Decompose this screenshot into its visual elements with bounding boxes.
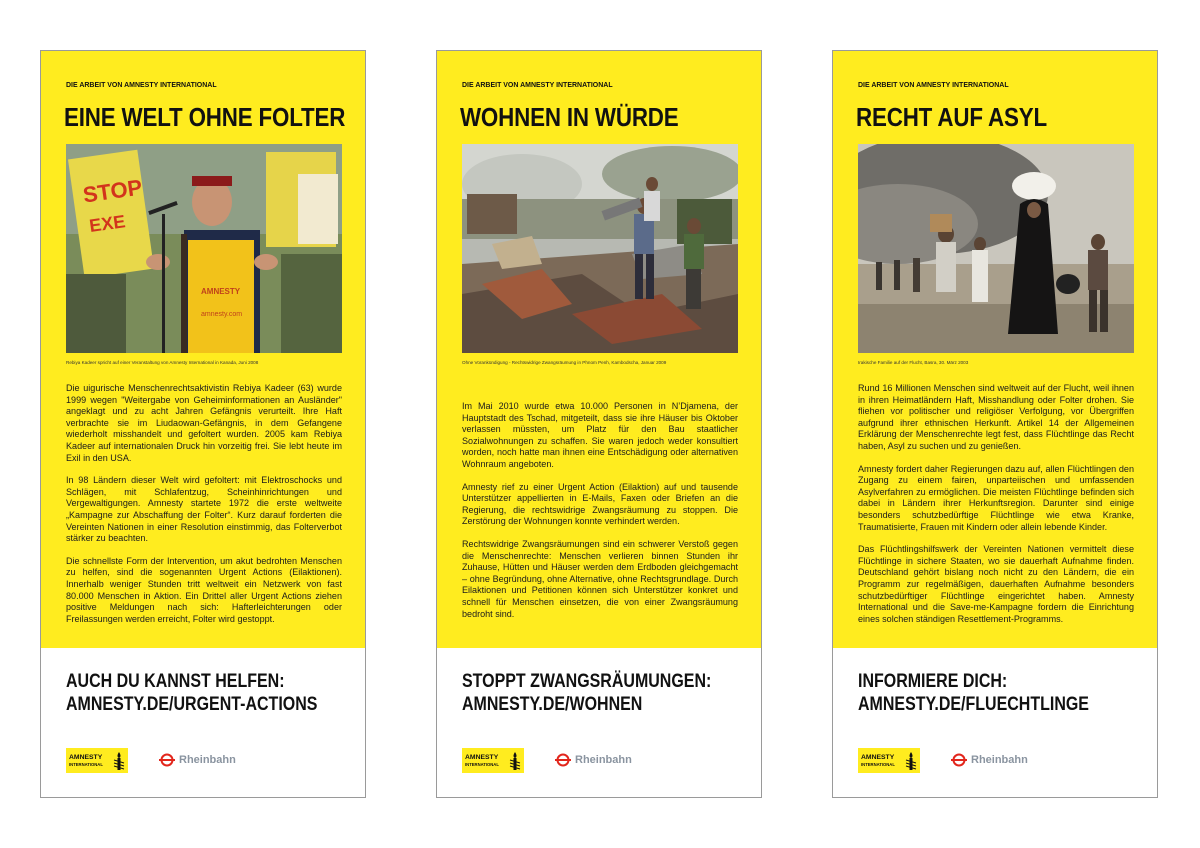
rheinbahn-swirl-icon — [554, 753, 572, 767]
cta-link[interactable]: AMNESTY.DE/FLUECHTLINGE — [858, 693, 1089, 715]
rheinbahn-logo — [158, 753, 236, 767]
logo-international-word: INTERNATIONAL — [465, 761, 499, 767]
cta-line1: AUCH DU KANNST HELFEN: — [66, 670, 285, 692]
paragraph: Die uigurische Menschenrechtsaktivistin Rebiya Kadeer (63) wurde 1999 wegen "Weitergabe von Geheiminformationen an Ausländer" angeklagt und zu acht Jahren Gefängnis verurteilt. Ihre Haft verbrachte sie im Liudaowan-Gefängnis, in dem Gefangene wiederholt misshandelt und gefoltert wurden. 2005 kam Rebiya Kadeer auf internationalen Druck hin vorzeitig frei. Sie lebt heute im Exil in den USA. — [66, 383, 342, 463]
logo-amnesty-word: AMNESTY — [861, 753, 895, 761]
svg-text:amnesty.com: amnesty.com — [201, 311, 243, 318]
kicker: DIE ARBEIT VON AMNESTY INTERNATIONAL — [462, 80, 613, 89]
rheinbahn-swirl-icon — [158, 753, 176, 767]
cta-link[interactable]: AMNESTY.DE/URGENT-ACTIONS — [66, 693, 318, 715]
paragraph: Die schnellste Form der Intervention, um akut bedrohten Menschen zu helfen, sind die sogenannten Urgent Actions (Eilaktionen). Innerhalb weniger Stunden tritt weltweit ein Netzwerk von fast 80.000 Menschen in Aktion. Ein Drittel aller Urgent Actions ziehen positive Meldungen nach sich: Hafterleichterungen oder Freilassungen werden erreicht, Folter wird gestoppt. — [66, 555, 342, 624]
paragraph: Rechtswidrige Zwangsräumungen sind ein schwerer Verstoß gegen die Menschenrechte: Menschen verlieren binnen Stunden ihr Zuhause, Hütten und Häuser werden dem Erdboden gleichgemacht – ohne Begründung, ohne Alternative, ohne Rechtsgrundlage. Durch Eilaktionen und Petitionen können sich Unterstützer konkret und schnell für Menschen einsetzen, die von einer Zwangsräumung bedroht sind. — [462, 538, 738, 619]
rheinbahn-wordmark: Rheinbahn — [575, 754, 632, 766]
cta-line1: INFORMIERE DICH: — [858, 670, 1008, 692]
headline: WOHNEN IN WÜRDE — [460, 102, 679, 132]
rheinbahn-swirl-icon — [950, 753, 968, 767]
photo-caption: Irakische Familie auf der Flucht, Basra, 30. März 2003 — [858, 360, 969, 365]
logo-amnesty-word: AMNESTY — [69, 753, 103, 761]
body-text — [66, 383, 342, 636]
paragraph: In 98 Ländern dieser Welt wird gefoltert: mit Elektroschocks und Schlägen, mit Schlafentzug, Scheinhinrichtungen und Vergewaltigungen. Amnesty startete 1972 die erste weltweite „Kampagne zur Abschaffung der Folter“. Kurz darauf forderten die Vereinten Nationen in einer Resolution einstimmig, das Folterverbot stärker zu beachten. — [66, 475, 342, 544]
kicker: DIE ARBEIT VON AMNESTY INTERNATIONAL — [858, 80, 1009, 89]
kicker: DIE ARBEIT VON AMNESTY INTERNATIONAL — [66, 80, 217, 89]
rheinbahn-wordmark: Rheinbahn — [179, 754, 236, 766]
call-to-action — [462, 670, 711, 716]
headline: EINE WELT OHNE FOLTER — [64, 102, 346, 132]
poster-housing — [436, 50, 762, 798]
svg-text:STOP: STOP — [81, 174, 144, 208]
candle-barbed-wire-icon — [905, 751, 917, 771]
body-text — [462, 401, 738, 631]
photo-refugees — [858, 144, 1134, 353]
paragraph: Amnesty fordert daher Regierungen dazu auf, allen Flüchtlingen den Zugang zu einem fairen, unparteiischen und umfassenden Asylverfahren zu ermöglichen. Die meisten Flüchtlinge befinden sich dabei in Ländern ihrer Herkunftsregion. Darunter sind einige besonders schutzbedürftige Flüchtlinge wie etwa Kranke, Traumatisierte, Frauen mit Kindern oder allein lebende Kinder. — [858, 463, 1134, 532]
paragraph: Rund 16 Millionen Menschen sind weltweit auf der Flucht, weil ihnen in ihren Heimatländern Haft, Misshandlung oder Folter drohen. Sie fliehen vor politischer und religiöser Verfolgung, vor Übergriffen aufgrund ihrer ethnischen Herkunft. Artikel 14 der Allgemeinen Erklärung der Menschenrechte legt fest, dass Flüchtlinge das Recht haben, Asyl zu suchen und zu genießen. — [858, 383, 1134, 451]
logo-international-word: INTERNATIONAL — [861, 761, 895, 767]
rheinbahn-logo — [554, 753, 632, 767]
body-text — [858, 383, 1134, 636]
cta-link[interactable]: AMNESTY.DE/WOHNEN — [462, 693, 643, 715]
photo-caption: Rebiya Kadeer spricht auf einer Veranstaltung von Amnesty International in Kanada, Juni 2008 — [66, 360, 259, 365]
call-to-action — [66, 670, 317, 716]
amnesty-logo — [66, 748, 128, 773]
poster-asylum — [832, 50, 1158, 798]
paragraph: Im Mai 2010 wurde etwa 10.000 Personen in N’Djamena, der Hauptstadt des Tschad, mitgeteilt, dass sie ihre Häuser bis Oktober verlassen müssten, um Platz für den Bau staatlicher Sozialwohnungen zu schaffen. Sie waren jedoch weder konsultiert worden, noch hatte man ihnen eine Entschädigung oder alternativen Wohnraum angeboten. — [462, 401, 738, 469]
paragraph: Amnesty rief zu einer Urgent Action (Eilaktion) auf und tausende Unterstützer appellierten in E-Mails, Faxen oder Briefen an die Regierung, die rechtswidrige Zwangsräumung zu stoppen. Die Zerstörung der Wohnungen konnte verhindert werden. — [462, 481, 738, 527]
poster-torture — [40, 50, 366, 798]
photo-speaker — [66, 144, 342, 353]
call-to-action — [858, 670, 1089, 716]
headline: RECHT AUF ASYL — [856, 102, 1047, 132]
svg-text:EXE: EXE — [88, 211, 127, 237]
paragraph: Das Flüchtlingshilfswerk der Vereinten Nationen vermittelt diese Flüchtlinge in sichere Staaten, wo sie dauerhaft Aufnahme finden. Deutschland gehört bislang noch nicht zu den Ländern, die ein Programm zur regelmäßigen, dauerhaften Aufnahme besonders schutzbedürftiger Flüchtlinge eingerichtet haben. Amnesty International und die Save-me-Kampagne fordern die Einrichtung eines solchen ständigen Resettlement-Programms. — [858, 544, 1134, 624]
yellow-panel — [41, 51, 365, 648]
svg-text:AMNESTY: AMNESTY — [201, 287, 241, 296]
candle-barbed-wire-icon — [509, 751, 521, 771]
photo-eviction — [462, 144, 738, 353]
logo-amnesty-word: AMNESTY — [465, 753, 499, 761]
logo-international-word: INTERNATIONAL — [69, 761, 103, 767]
rheinbahn-logo — [950, 753, 1028, 767]
rheinbahn-wordmark: Rheinbahn — [971, 754, 1028, 766]
cta-line1: STOPPT ZWANGSRÄUMUNGEN: — [462, 670, 712, 692]
yellow-panel — [833, 51, 1157, 648]
yellow-panel — [437, 51, 761, 648]
amnesty-logo — [462, 748, 524, 773]
candle-barbed-wire-icon — [113, 751, 125, 771]
photo-caption: Ohne Vorankündigung - Rechtswidrige Zwangsräumung in Phnom Penh, Kambodscha, Januar 2009 — [462, 360, 667, 365]
amnesty-logo — [858, 748, 920, 773]
